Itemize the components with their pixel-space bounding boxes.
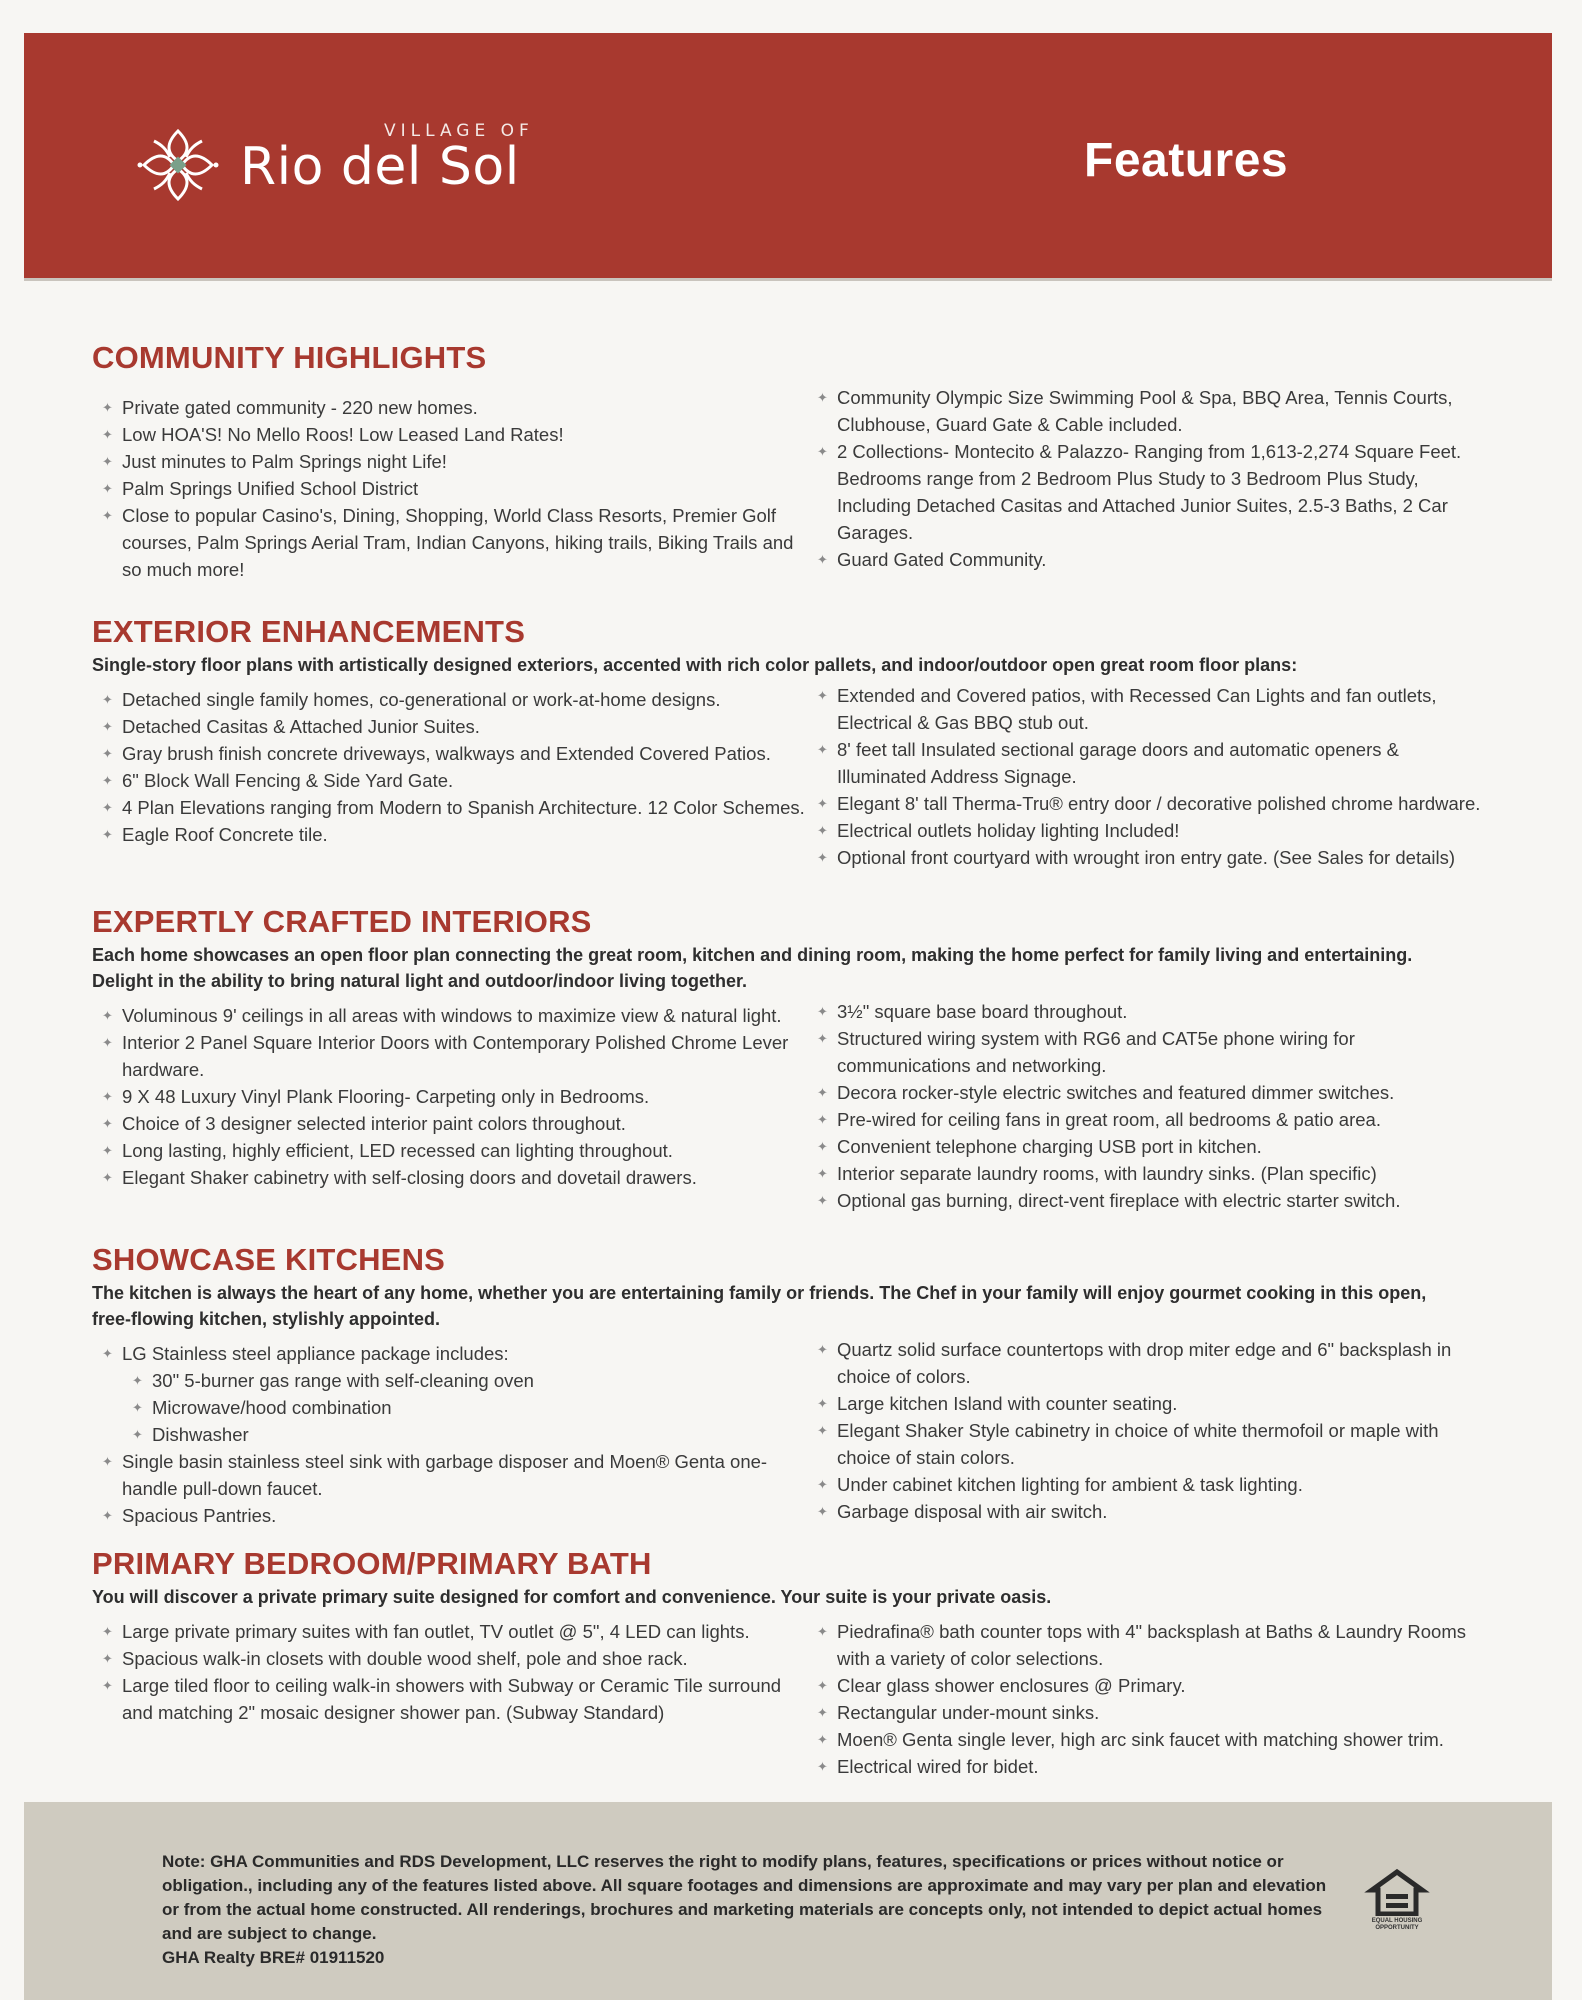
feature-list-left (92, 1340, 807, 1367)
logo (120, 121, 540, 241)
list-item: ✦ Rectangular under-mount sinks. (807, 1699, 1487, 1726)
list-item: ✦ Clear glass shower enclosures @ Primary. (807, 1672, 1487, 1699)
list-item: ✦ Extended and Covered patios, with Recessed Can Lights and fan outlets, Electrical & Gas BBQ stub out. (807, 682, 1487, 736)
list-item: ✦ Convenient telephone charging USB port in kitchen. (807, 1133, 1487, 1160)
equal-housing-logo (1354, 1868, 1440, 1938)
list-item: ✦ Eagle Roof Concrete tile. (92, 821, 807, 848)
feature-list-left (92, 394, 807, 583)
list-item: ✦ Detached Casitas & Attached Junior Suites. (92, 713, 807, 740)
list-item: ✦ 3½" square base board throughout. (807, 998, 1487, 1025)
feature-list-right (807, 1336, 1487, 1525)
section-title: PRIMARY BEDROOM/PRIMARY BATH (92, 1546, 652, 1581)
footer-text (162, 1850, 1347, 1970)
page-title: Features (1084, 134, 1289, 187)
equal-housing-icon (1354, 1868, 1440, 1916)
feature-list-left (92, 1002, 807, 1191)
list-item: ✦ Just minutes to Palm Springs night Life! (92, 448, 807, 475)
list-item: ✦ Long lasting, highly efficient, LED recessed can lighting throughout. (92, 1137, 807, 1164)
list-item: ✦ Piedrafina® bath counter tops with 4" backsplash at Baths & Laundry Rooms with a variety of color selections. (807, 1618, 1487, 1672)
section-showcase-kitchens (92, 1242, 1502, 1529)
list-item: ✦ 2 Collections- Montecito & Palazzo- Ranging from 1,613-2,274 Square Feet. Bedrooms range from 2 Bedroom Plus Study to 3 Bedroom Plus Study, Including Detached Casitas and Attached Junior Suites, 2.5-3 Baths, 2 Car Garages. (807, 438, 1487, 546)
list-item: ✦ Large tiled floor to ceiling walk-in showers with Subway or Ceramic Tile surround and matching 2" mosaic designer shower pan. (Subway Standard) (92, 1672, 807, 1726)
logo-village-text: VILLAGE OF (384, 121, 534, 141)
list-item: ✦ Large kitchen Island with counter seating. (807, 1390, 1487, 1417)
list-item: ✦ Under cabinet kitchen lighting for ambient & task lighting. (807, 1471, 1487, 1498)
section-intro: Each home showcases an open floor plan connecting the great room, kitchen and dining room, making the home perfect for family living and entertaining. Delight in the ability to bring natural light and outdoor/indoor living together. (92, 945, 1413, 991)
list-item: ✦ Gray brush finish concrete driveways, walkways and Extended Covered Patios. (92, 740, 807, 767)
feature-list-left-more (92, 1448, 807, 1529)
section-primary-bedroom-bath (92, 1546, 1502, 1780)
list-item: ✦ Garbage disposal with air switch. (807, 1498, 1487, 1525)
section-expertly-crafted-interiors (92, 904, 1502, 1214)
list-item: ✦ Spacious walk-in closets with double wood shelf, pole and shoe rack. (92, 1645, 807, 1672)
list-item: ✦ Guard Gated Community. (807, 546, 1487, 573)
list-item: ✦ Dishwasher (122, 1421, 807, 1448)
section-title: EXTERIOR ENHANCEMENTS (92, 614, 526, 649)
section-title: COMMUNITY HIGHLIGHTS (92, 340, 487, 375)
feature-list-right (807, 384, 1487, 573)
section-intro: The kitchen is always the heart of any home, whether you are entertaining family or friends. The Chef in your family will enjoy gourmet cooking in this open, free-flowing kitchen, stylishly appointed. (92, 1283, 1427, 1329)
list-item: ✦ 8' feet tall Insulated sectional garage doors and automatic openers & Illuminated Address Signage. (807, 736, 1487, 790)
list-item: ✦ Structured wiring system with RG6 and CAT5e phone wiring for communications and networking. (807, 1025, 1487, 1079)
list-item: ✦ Palm Springs Unified School District (92, 475, 807, 502)
flower-logo-icon (136, 123, 220, 207)
list-item: ✦ Decora rocker-style electric switches and featured dimmer switches. (807, 1079, 1487, 1106)
section-title: SHOWCASE KITCHENS (92, 1242, 446, 1277)
list-item: ✦ LG Stainless steel appliance package includes: (92, 1340, 807, 1367)
list-item: ✦ Spacious Pantries. (92, 1502, 807, 1529)
disclaimer-note: Note: GHA Communities and RDS Development, LLC reserves the right to modify plans, features, specifications or prices without notice or obligation., including any of the features listed above. All square footages and dimensions are approximate and may vary per plan and elevation or from the actual home constructed. All renderings, brochures and marketing materials are concepts only, not intended to depict actual homes and are subject to change. (162, 1852, 1327, 1943)
section-exterior-enhancements (92, 614, 1502, 871)
list-item: ✦ Detached single family homes, co-generational or work-at-home designs. (92, 686, 807, 713)
list-item: ✦ Low HOA'S! No Mello Roos! Low Leased Land Rates! (92, 421, 807, 448)
list-item: ✦ 9 X 48 Luxury Vinyl Plank Flooring- Carpeting only in Bedrooms. (92, 1083, 807, 1110)
footer-disclaimer (24, 1802, 1552, 2000)
section-intro: Single-story floor plans with artistically designed exteriors, accented with rich color pallets, and indoor/outdoor open great room floor plans: (92, 655, 1298, 675)
feature-list-right (807, 682, 1487, 871)
list-item: ✦ Voluminous 9' ceilings in all areas with windows to maximize view & natural light. (92, 1002, 807, 1029)
section-community-highlights (92, 340, 1502, 583)
list-item: ✦ Private gated community - 220 new homes. (92, 394, 807, 421)
feature-list-right (807, 998, 1487, 1214)
list-item: ✦ Close to popular Casino's, Dining, Shopping, World Class Resorts, Premier Golf courses, Palm Springs Aerial Tram, Indian Canyons, hiking trails, Biking Trails and so much more! (92, 502, 807, 583)
equal-housing-label: EQUAL HOUSING OPPORTUNITY (1371, 1918, 1423, 1931)
list-item: ✦ Quartz solid surface countertops with drop miter edge and 6" backsplash in choice of colors. (807, 1336, 1487, 1390)
list-item: ✦ Elegant 8' tall Therma-Tru® entry door / decorative polished chrome hardware. (807, 790, 1487, 817)
header-banner (24, 33, 1552, 278)
list-item: ✦ Elegant Shaker cabinetry with self-closing doors and dovetail drawers. (92, 1164, 807, 1191)
list-item: ✦ Single basin stainless steel sink with garbage disposer and Moen® Genta one-handle pull-down faucet. (92, 1448, 807, 1502)
list-item: ✦ 30" 5-burner gas range with self-cleaning oven (122, 1367, 807, 1394)
list-item: ✦ Large private primary suites with fan outlet, TV outlet @ 5", 4 LED can lights. (92, 1618, 807, 1645)
list-item: ✦ Pre-wired for ceiling fans in great room, all bedrooms & patio area. (807, 1106, 1487, 1133)
list-item: ✦ Microwave/hood combination (122, 1394, 807, 1421)
list-item: ✦ Elegant Shaker Style cabinetry in choice of white thermofoil or maple with choice of stain colors. (807, 1417, 1487, 1471)
list-item: ✦ Interior 2 Panel Square Interior Doors with Contemporary Polished Chrome Lever hardware. (92, 1029, 807, 1083)
list-item: ✦ Electrical wired for bidet. (807, 1753, 1487, 1780)
list-item: ✦ Moen® Genta single lever, high arc sink faucet with matching shower trim. (807, 1726, 1487, 1753)
list-item: ✦ Optional front courtyard with wrought iron entry gate. (See Sales for details) (807, 844, 1487, 871)
list-item: ✦ Choice of 3 designer selected interior paint colors throughout. (92, 1110, 807, 1137)
section-intro: You will discover a private primary suite designed for comfort and convenience. Your suite is your private oasis. (92, 1587, 1052, 1607)
feature-list-right (807, 1618, 1487, 1780)
list-item: ✦ Interior separate laundry rooms, with laundry sinks. (Plan specific) (807, 1160, 1487, 1187)
list-item: ✦ Electrical outlets holiday lighting Included! (807, 817, 1487, 844)
list-item: ✦ Community Olympic Size Swimming Pool & Spa, BBQ Area, Tennis Courts, Clubhouse, Guard Gate & Cable included. (807, 384, 1487, 438)
appliance-sub-list (92, 1367, 807, 1448)
list-item: ✦ Optional gas burning, direct-vent fireplace with electric starter switch. (807, 1187, 1487, 1214)
license-number: GHA Realty BRE# 01911520 (162, 1948, 385, 1967)
feature-list-left (92, 686, 807, 848)
list-item: ✦ 6" Block Wall Fencing & Side Yard Gate. (92, 767, 807, 794)
feature-list-left (92, 1618, 807, 1726)
section-title: EXPERTLY CRAFTED INTERIORS (92, 904, 592, 939)
logo-name-text: Rio del Sol (240, 137, 520, 197)
list-item: ✦ 4 Plan Elevations ranging from Modern to Spanish Architecture. 12 Color Schemes. (92, 794, 807, 821)
